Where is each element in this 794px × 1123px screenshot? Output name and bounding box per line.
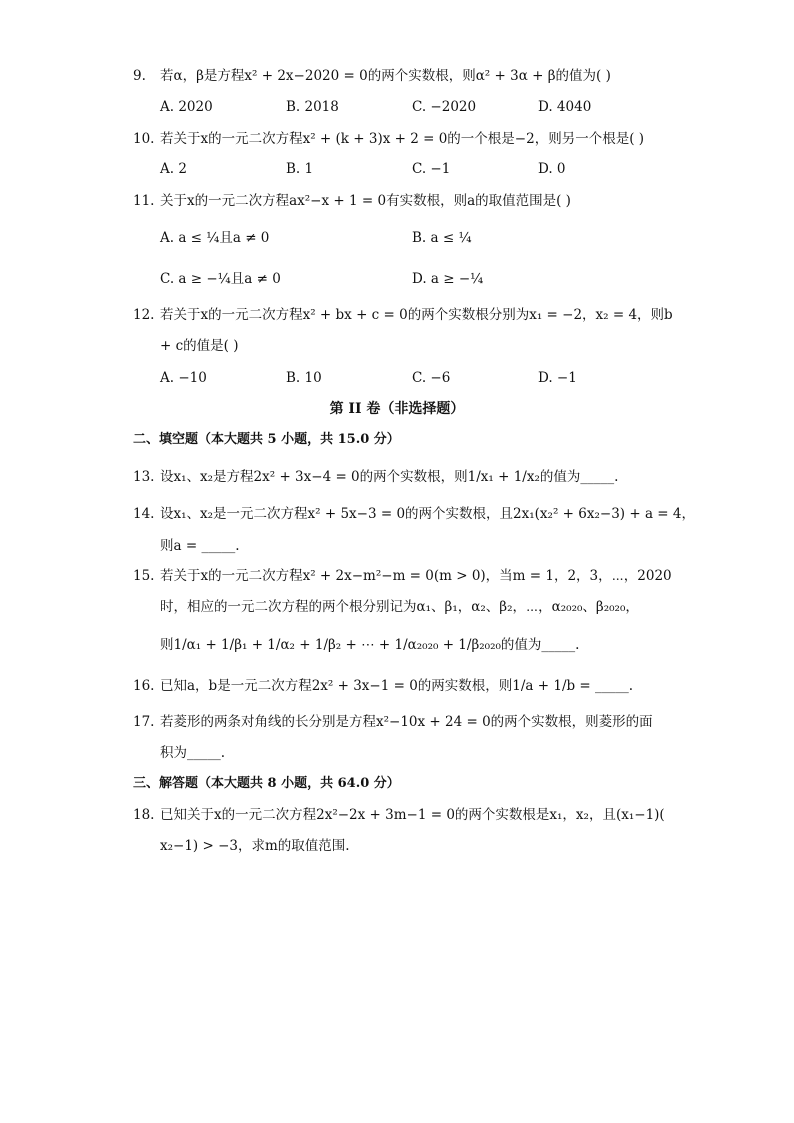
option-d: D. −1 <box>538 370 577 386</box>
question-text: 设x₁、x₂是方程2x² + 3x−4 = 0的两个实数根，则1/x₁ + 1/x₂的值为_____. <box>160 469 619 485</box>
question-number: 18. <box>133 807 155 823</box>
question-number: 16. <box>133 678 155 694</box>
question-text: 已知a，b是一元二次方程2x² + 3x−1 = 0的两实数根，则1/a + 1/b = _____. <box>160 678 634 694</box>
question-text-continued: 积为_____. <box>160 745 226 761</box>
question-text-continued: + c的值是( ) <box>160 338 239 354</box>
question-text: 已知关于x的一元二次方程2x²−2x + 3m−1 = 0的两个实数根是x₁，x₂，且(x₁−1)( <box>160 807 665 823</box>
section-heading: 三、解答题（本大题共 8 小题，共 64.0 分） <box>133 776 400 791</box>
question-text: 若α，β是方程x² + 2x−2020 = 0的两个实数根，则α² + 3α + β的值为( ) <box>160 68 611 84</box>
question-text: 设x₁、x₂是一元二次方程x² + 5x−3 = 0的两个实数根，且2x₁(x₂² + 6x₂−3) + a = 4， <box>160 506 695 522</box>
question-number: 9. <box>133 68 146 84</box>
question-text: 若关于x的一元二次方程x² + bx + c = 0的两个实数根分别为x₁ = −2，x₂ = 4，则b <box>160 307 673 323</box>
section-heading: 二、填空题（本大题共 5 小题，共 15.0 分） <box>133 432 400 447</box>
option-c: C. −1 <box>412 161 451 177</box>
question-number: 15. <box>133 568 155 584</box>
option-c: C. −2020 <box>412 99 477 115</box>
question-number: 10. <box>133 131 155 147</box>
question-text: 若菱形的两条对角线的长分别是方程x²−10x + 24 = 0的两个实数根，则菱形的面 <box>160 714 653 730</box>
question-number: 14. <box>133 506 155 522</box>
question-text: 若关于x的一元二次方程x² + (k + 3)x + 2 = 0的一个根是−2，则另一个根是( ) <box>160 131 645 147</box>
option-a: A. −10 <box>160 370 207 386</box>
question-number: 13. <box>133 469 155 485</box>
option-d: D. 0 <box>538 161 566 177</box>
question-text-continued: 则a = _____. <box>160 538 240 554</box>
option-a: A. 2020 <box>160 99 213 115</box>
question-text-continued: 则1/α₁ + 1/β₁ + 1/α₂ + 1/β₂ + ⋯ + 1/α₂₀₂₀ + 1/β₂₀₂₀的值为_____. <box>160 637 580 653</box>
question-number: 11. <box>133 193 155 209</box>
question-text-continued: 时，相应的一元二次方程的两个根分别记为α₁、β₁，α₂、β₂，⋯，α₂₀₂₀、β₂₀₂₀， <box>160 599 639 615</box>
question-text: 若关于x的一元二次方程x² + 2x−m²−m = 0(m > 0)，当m = 1，2，3，⋯，2020 <box>160 568 672 584</box>
option-c: C. a ≥ −¼且a ≠ 0 <box>160 271 281 287</box>
option-a: A. 2 <box>160 161 187 177</box>
option-b: B. 10 <box>286 370 322 386</box>
option-a: A. a ≤ ¼且a ≠ 0 <box>160 230 270 246</box>
option-b: B. 2018 <box>286 99 339 115</box>
question-text-continued: x₂−1) > −3，求m的取值范围. <box>160 838 350 854</box>
option-c: C. −6 <box>412 370 451 386</box>
option-d: D. 4040 <box>538 99 592 115</box>
option-b: B. 1 <box>286 161 314 177</box>
question-number: 17. <box>133 714 155 730</box>
question-text: 关于x的一元二次方程ax²−x + 1 = 0有实数根，则a的取值范围是( ) <box>160 193 571 209</box>
part-title: 第 II 卷（非选择题） <box>329 401 465 417</box>
question-number: 12. <box>133 307 155 323</box>
option-d: D. a ≥ −¼ <box>412 271 484 287</box>
option-b: B. a ≤ ¼ <box>412 230 472 246</box>
